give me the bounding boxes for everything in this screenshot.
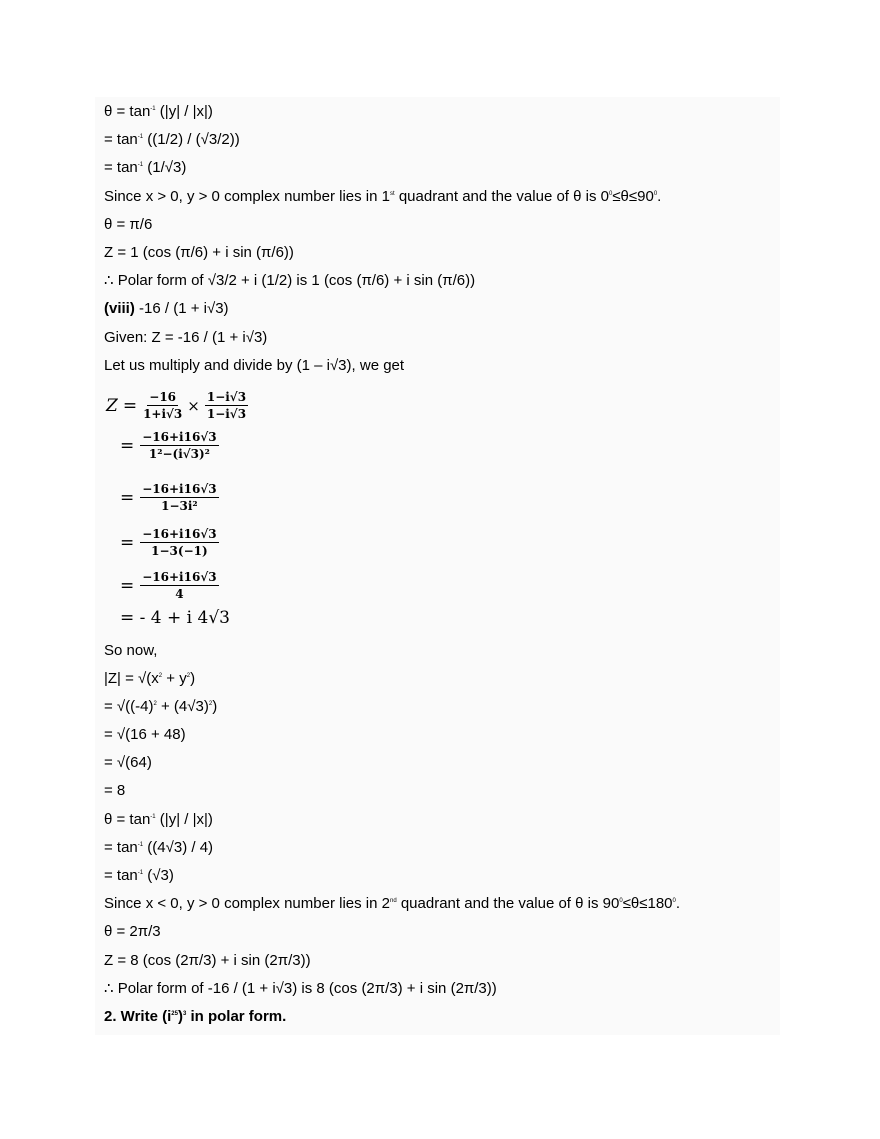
problem-viii-heading: (viii) -16 / (1 + i√3): [104, 300, 229, 317]
given-line: Given: Z = -16 / (1 + i√3): [104, 329, 268, 346]
quadrant-statement-line: Since x > 0, y > 0 complex number lies in 1st quadrant and the value of θ is $0^0\le\theta\le 90^0$.: [104, 188, 662, 205]
tan-simplified-line-2: = $\tan^{-1} (√3)$: [104, 867, 174, 884]
math-step-5: = $\frac{-16+i16√3}{4}$: [120, 570, 217, 601]
math-step-4: = $\frac{-16+i16√3}{1-3(-1)}$: [120, 527, 217, 558]
tan-substitution-line-2: = $\tan^{-1} ((4√3) / 4)$: [104, 839, 214, 856]
polar-form-conclusion-line: ∴ Polar form of √3/2 + i (1/2) is 1 (cos (π/6) + i sin (π/6)): [104, 272, 476, 289]
z-polar-line: Z = 1 (cos (π/6) + i sin (π/6)): [104, 244, 294, 261]
rationalization-steps: [106, 390, 306, 630]
so-now-line: So now,: [104, 642, 158, 659]
multiply-divide-line: Let us multiply and divide by (1 – i√3), we get: [104, 357, 405, 374]
math-step-1: Z = $\frac{-16}{1+i√3}$ × $\frac{1-i√3}{1-i√3}$: [106, 390, 247, 421]
question-2-heading: 2. Write $(i^{25})^3$ in polar form.: [104, 1008, 287, 1025]
tan-simplified-line: = $\tan^{-1} (1/√3)$: [104, 159, 187, 176]
tan-substitution-line: = $\tan^{-1} ((1/2) / (√3/2))$: [104, 131, 240, 148]
z-polar-line-2: Z = 8 (cos (2π/3) + i sin (2π/3)): [104, 952, 311, 969]
quadrant-statement-line-2: Since x < 0, y > 0 complex number lies in 2nd quadrant and the value of θ is $90^0\le\theta\le 180^0$.: [104, 895, 681, 912]
theta-value-line: θ = π/6: [104, 216, 153, 233]
modulus-sum-line: = √(16 + 48): [104, 726, 186, 743]
polar-form-conclusion-line-2: ∴ Polar form of -16 / (1 + i√3) is 8 (cos (2π/3) + i sin (2π/3)): [104, 980, 497, 997]
math-step-2: = $\frac{-16+i16√3}{\text{1²−(i√3)²}}$: [120, 430, 217, 461]
theta-formula-line-2: $\theta = \tan^{-1} (|y| / |x|)$: [104, 811, 213, 828]
modulus-formula-line: $|Z| = √(x^2 + y^2)$: [104, 670, 196, 687]
theta-formula-line: $\theta = \tan^{-1} (|y| / |x|)$: [104, 103, 213, 120]
modulus-root-line: = √(64): [104, 754, 152, 771]
modulus-substitution-line: = $√((-4)^2 + (4√3)^2)$: [104, 698, 218, 715]
theta-value-line-2: θ = 2π/3: [104, 923, 161, 940]
math-result: = - 4 + i 4√3: [120, 608, 230, 628]
modulus-value-line: = 8: [104, 782, 126, 799]
math-step-3: = $\frac{-16+i16√3}{\text{1−3i²}}$: [120, 482, 217, 513]
